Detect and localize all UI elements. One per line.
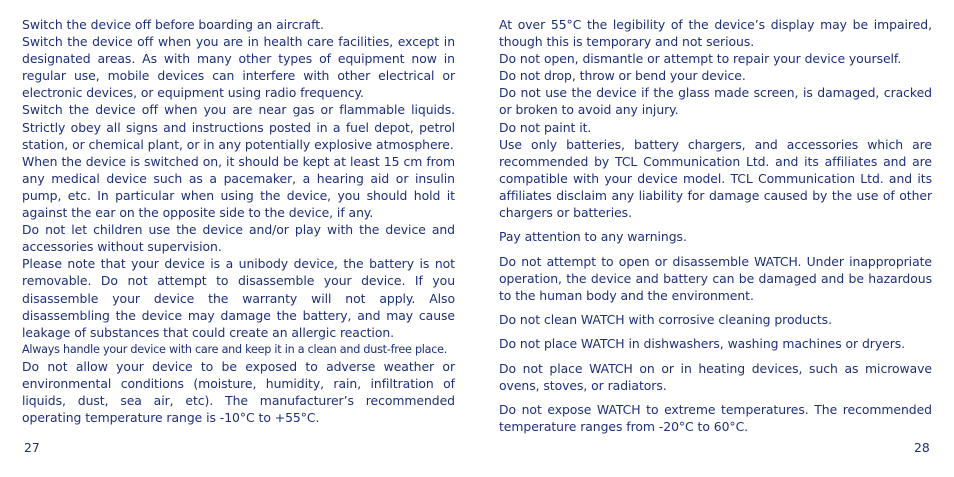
right-page	[499, 16, 932, 435]
paragraph-warnings: Pay attention to any warnings.	[499, 229, 687, 245]
paragraph-no-drop: Do not drop, throw or bend your device.	[499, 68, 746, 84]
paragraph-disassemble-watch: Do not attempt to open or disassemble WATCH. Under inappropriate operation, the device and battery can be damaged and be hazardous to the human body and the environment.	[499, 253, 932, 303]
paragraph-medical-device: When the device is switched on, it should be kept at least 15 cm from any medical device such as a pacemaker, a hearing aid or insulin pump, etc. In particular when using the device, you should hold it against the ear on the opposite side to the device, if any.	[22, 153, 455, 221]
paragraph-no-paint: Do not paint it.	[499, 119, 592, 135]
paragraph-glass-screen: Do not use the device if the glass made screen, is damaged, cracked or broken to avoid any injury.	[499, 85, 932, 118]
paragraph-accessories: Use only batteries, battery chargers, and accessories which are recommended by TCL Communication Ltd. and its affiliates and are compatible with your device model. TCL Communication Ltd. and its affiliates disclaim any liability for damage caused by the use of other chargers or batteries.	[499, 136, 932, 221]
paragraph-legibility: At over 55°C the legibility of the device’s display may be impaired, though this is temporary and not serious.	[499, 17, 932, 50]
left-page	[22, 16, 455, 426]
paragraph-temperatures: Do not expose WATCH to extreme temperatures. The recommended temperature ranges from -20°C to 60°C.	[499, 402, 932, 435]
paragraph-corrosive: Do not clean WATCH with corrosive cleaning products.	[499, 312, 832, 328]
paragraph-children: Do not let children use the device and/or play with the device and accessories without supervision.	[22, 222, 455, 255]
paragraph-unibody: Please note that your device is a unibody device, the battery is not removable. Do not attempt to disassemble your device. If you disassemble your device the warranty will not apply. Also disassembling the device may damage the battery, and may cause leakage of substances that could create an allergic reaction.	[22, 256, 455, 340]
paragraph-flammable: Switch the device off when you are near gas or flammable liquids. Strictly obey all signs and instructions posted in a fuel depot, petrol station, or chemical plant, or in any potentially explosive atmosphere.	[22, 102, 455, 152]
paragraph-aircraft: Switch the device off before boarding an aircraft.	[22, 17, 324, 32]
paragraph-dishwashers: Do not place WATCH in dishwashers, washing machines or dryers.	[499, 336, 906, 352]
paragraph-health-care: Switch the device off when you are in health care facilities, except in designated areas. As with many other types of equipment now in regular use, mobile devices can interfere with other electrical or electronic devices, or equipment using radio frequency.	[22, 34, 455, 101]
paragraph-heating: Do not place WATCH on or in heating devices, such as microwave ovens, stoves, or radiators.	[499, 360, 932, 393]
page-number-left: 27	[24, 440, 40, 455]
paragraph-no-repair: Do not open, dismantle or attempt to repair your device yourself.	[499, 51, 902, 67]
page-number-right: 28	[914, 440, 930, 455]
paragraph-weather: Do not allow your device to be exposed to adverse weather or environmental conditions (moisture, humidity, rain, infiltration of liquids, dust, sea air, etc). The manufacturer’s recommended operating temperature range is -10°C to +55°C.	[22, 358, 455, 426]
paragraph-handle-care: Always handle your device with care and keep it in a clean and dust-free place.	[22, 342, 448, 356]
